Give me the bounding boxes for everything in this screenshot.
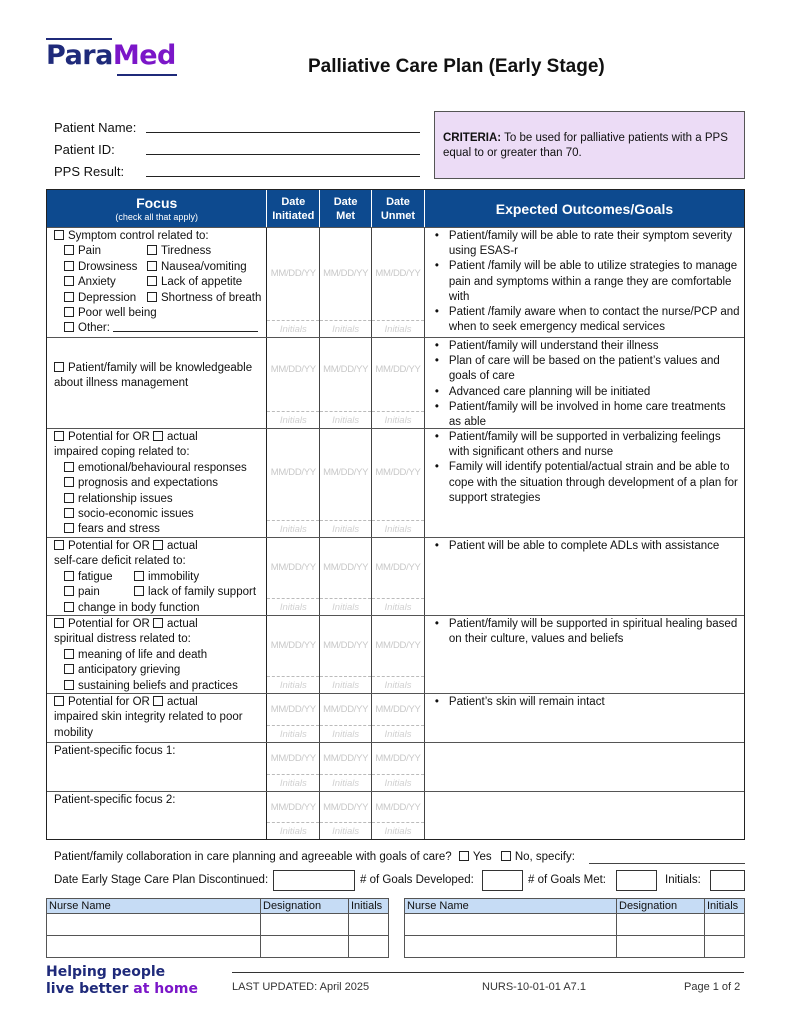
nurse-name-cell[interactable] [405, 936, 617, 958]
date-met-cell[interactable] [320, 694, 372, 742]
nurse-table-right [404, 898, 745, 958]
date-initiated-cell[interactable] [267, 616, 320, 693]
option-label: Tiredness [161, 245, 212, 258]
goal-item: • Patient/family will be able to rate their symptom severity using ESAS-r [433, 229, 740, 259]
specify-input-line[interactable] [589, 863, 745, 864]
date-met-cell[interactable] [320, 743, 372, 791]
table-row [47, 615, 744, 693]
table-row [47, 337, 744, 428]
date-unmet-cell[interactable] [372, 792, 425, 839]
option-label: relationship issues [78, 492, 173, 505]
goal-item: • Patient/family will be supported in spiritual healing based on their culture, values and beliefs [433, 617, 740, 647]
option-label: prognosis and expectations [78, 477, 219, 490]
goal-item: • Patient will be able to complete ADLs with assistance [433, 539, 740, 554]
focus-cell [47, 228, 267, 337]
designation-cell[interactable] [617, 914, 705, 936]
focus-title: Symptom control related to: [68, 230, 209, 242]
table-row [47, 742, 744, 791]
initials-placeholder[interactable]: Initials [372, 676, 424, 693]
checkbox[interactable] [54, 540, 64, 550]
date-placeholder: MM/DD/YY [323, 364, 369, 375]
date-initiated-cell[interactable] [267, 429, 320, 537]
page-number: Page 1 of 2 [684, 981, 741, 993]
initials-placeholder[interactable]: Initials [320, 598, 371, 615]
focus-cell [47, 616, 267, 693]
date-unmet-cell[interactable] [372, 429, 425, 537]
initials-cell[interactable] [349, 914, 389, 936]
goals-developed-input[interactable] [482, 870, 523, 891]
patient-name-input-line[interactable] [146, 132, 420, 133]
focus-potential-label: Potential for OR [68, 696, 150, 708]
document-title: Palliative Care Plan (Early Stage) [308, 56, 605, 77]
criteria-box [434, 111, 745, 179]
designation-header: Designation [261, 899, 349, 914]
initials-placeholder[interactable]: Initials [372, 725, 424, 742]
checkbox[interactable] [134, 571, 144, 581]
option-label: Nausea/vomiting [161, 260, 247, 273]
option-label: Drowsiness [78, 260, 138, 273]
table-row [47, 428, 744, 537]
option-label: lack of family support [148, 586, 257, 599]
date-unmet-cell[interactable] [372, 538, 425, 615]
initials-placeholder[interactable]: Initials [267, 774, 319, 791]
header-text: Date [333, 195, 358, 208]
checkbox[interactable] [153, 540, 163, 550]
focus-actual-label: actual [167, 696, 198, 708]
goal-item: • Advanced care planning will be initiated [433, 385, 740, 400]
date-met-cell[interactable] [320, 792, 372, 839]
goals-cell[interactable] [425, 743, 744, 791]
paramed-logo [46, 38, 180, 78]
option-label: meaning of life and death [78, 648, 208, 661]
checkbox[interactable] [64, 276, 74, 286]
initials-placeholder[interactable]: Initials [267, 520, 319, 537]
brand-slogan [46, 964, 198, 998]
initials-label: Initials: [665, 874, 701, 886]
nurse-table-left [46, 898, 389, 958]
checkbox[interactable] [64, 477, 74, 487]
header-date-initiated [267, 190, 320, 227]
date-placeholder: MM/DD/YY [323, 640, 369, 651]
checkbox[interactable] [64, 523, 74, 533]
option-label: socio-economic issues [78, 508, 194, 521]
table-header [47, 190, 744, 227]
designation-cell[interactable] [617, 936, 705, 958]
goals-developed-label: # of Goals Developed: [360, 874, 474, 886]
nurse-row [405, 936, 745, 958]
patient-id-field[interactable] [54, 140, 420, 162]
date-unmet-cell[interactable] [372, 616, 425, 693]
option-label: Other: [78, 322, 110, 335]
option-label: anticipatory grieving [78, 664, 181, 677]
date-placeholder: MM/DD/YY [375, 467, 421, 478]
no-label: No, specify: [514, 851, 575, 863]
initials-placeholder[interactable]: Initials [267, 725, 319, 742]
date-unmet-cell[interactable] [372, 743, 425, 791]
focus-actual-label: actual [167, 618, 198, 630]
option-label: fears and stress [78, 523, 160, 536]
initials-cell[interactable] [705, 914, 745, 936]
focus-title: Patient-specific focus 1: [54, 745, 176, 757]
initials-placeholder[interactable]: Initials [267, 598, 319, 615]
header-goals [425, 190, 744, 227]
date-initiated-cell[interactable] [267, 228, 320, 337]
option-label: Poor well being [78, 307, 157, 320]
goals-cell[interactable] [425, 792, 744, 839]
initials-cell[interactable] [349, 936, 389, 958]
nurse-row [405, 914, 745, 936]
header-text: Unmet [380, 209, 416, 222]
goals-cell [425, 228, 744, 337]
date-placeholder: MM/DD/YY [323, 562, 369, 573]
slogan-accent: at home [133, 981, 198, 997]
table-row [47, 693, 744, 742]
initials-placeholder[interactable]: Initials [320, 676, 371, 693]
option-label: emotional/behavioural responses [78, 461, 247, 474]
date-placeholder: MM/DD/YY [375, 562, 421, 573]
focus-title: impaired skin integrity related to poor mobility [54, 711, 243, 739]
date-placeholder: MM/DD/YY [323, 268, 369, 279]
goals-met-label: # of Goals Met: [528, 874, 606, 886]
focus-cell[interactable] [47, 743, 267, 791]
checkbox[interactable] [147, 292, 157, 302]
header-focus [47, 190, 267, 227]
focus-cell [47, 694, 267, 742]
date-placeholder: MM/DD/YY [270, 268, 316, 279]
designation-cell[interactable] [261, 914, 349, 936]
table-row [47, 791, 744, 839]
goal-item: • Patient/family will be supported in verbalizing feelings with significant others and nurse [433, 430, 740, 460]
pps-result-label: PPS Result: [54, 164, 125, 179]
checkbox[interactable] [64, 245, 74, 255]
footer-divider [232, 972, 744, 973]
date-placeholder: MM/DD/YY [323, 753, 369, 764]
checkbox[interactable] [153, 618, 163, 628]
header-date-met [320, 190, 372, 227]
checkbox[interactable] [153, 696, 163, 706]
focus-cell [47, 429, 267, 537]
focus-title: impaired coping related to: [54, 446, 190, 459]
nurse-name-cell[interactable] [405, 914, 617, 936]
initials-placeholder[interactable]: Initials [372, 774, 424, 791]
option-label: immobility [148, 570, 200, 583]
initials-placeholder[interactable]: Initials [372, 520, 424, 537]
initials-placeholder[interactable]: Initials [372, 598, 424, 615]
date-placeholder: MM/DD/YY [375, 268, 421, 279]
checkbox[interactable] [134, 586, 144, 596]
checkbox[interactable] [147, 261, 157, 271]
initials-placeholder[interactable]: Initials [372, 320, 424, 337]
nurse-row [47, 936, 389, 958]
focus-actual-label: actual [167, 540, 198, 552]
goals-cell [425, 694, 744, 742]
focus-title: Patient/family will be knowledgeable about illness management [54, 362, 253, 390]
designation-header: Designation [617, 899, 705, 914]
focus-potential-label: Potential for OR [68, 540, 150, 552]
checkbox[interactable] [64, 261, 74, 271]
date-placeholder: MM/DD/YY [270, 640, 316, 651]
initials-placeholder[interactable]: Initials [267, 411, 319, 428]
goals-cell [425, 538, 744, 615]
header-text: Initiated [272, 209, 315, 222]
checkbox[interactable] [64, 462, 74, 472]
header-focus-subtitle: (check all that apply) [115, 211, 198, 222]
discontinued-date-input[interactable] [273, 870, 355, 891]
nurse-name-header: Nurse Name [47, 899, 261, 914]
option-label: Anxiety [78, 276, 116, 289]
yes-checkbox[interactable] [459, 851, 469, 861]
initials-placeholder[interactable]: Initials [320, 411, 371, 428]
collaboration-row [54, 851, 745, 863]
checkbox[interactable] [54, 431, 64, 441]
date-placeholder: MM/DD/YY [270, 802, 316, 813]
header-focus-title: Focus [136, 194, 178, 211]
designation-cell[interactable] [261, 936, 349, 958]
option-label: Lack of appetite [161, 276, 243, 289]
focus-cell [47, 538, 267, 615]
option-label: change in body function [78, 601, 200, 614]
checkbox[interactable] [64, 322, 74, 332]
initials-placeholder[interactable]: Initials [267, 822, 319, 839]
care-plan-table [46, 189, 745, 840]
checkbox[interactable] [147, 276, 157, 286]
patient-name-label: Patient Name: [54, 120, 137, 135]
goals-cell [425, 429, 744, 537]
date-placeholder: MM/DD/YY [375, 364, 421, 375]
yes-label: Yes [472, 851, 492, 863]
nurse-row [47, 914, 389, 936]
no-checkbox[interactable] [501, 851, 511, 861]
checkbox[interactable] [64, 680, 74, 690]
checkbox[interactable] [64, 649, 74, 659]
date-placeholder: MM/DD/YY [270, 753, 316, 764]
initials-placeholder[interactable]: Initials [267, 320, 319, 337]
initials-placeholder[interactable]: Initials [320, 774, 371, 791]
option-label: fatigue [78, 570, 113, 583]
criteria-text: To be used for palliative patients with a PPS equal to or greater than 70. [443, 132, 728, 159]
initials-placeholder[interactable]: Initials [320, 725, 371, 742]
initials-placeholder[interactable]: Initials [320, 520, 371, 537]
slogan-line-2: live better [46, 981, 134, 997]
header-text: Date [386, 195, 410, 208]
initials-placeholder[interactable]: Initials [320, 822, 371, 839]
goals-cell [425, 616, 744, 693]
header-date-unmet [372, 190, 425, 227]
goal-item: • Patient /family aware when to contact the nurse/PCP and when to seek emergency medical services [433, 305, 740, 335]
focus-potential-label: Potential for OR [68, 431, 150, 443]
focus-title: Patient-specific focus 2: [54, 794, 176, 806]
date-placeholder: MM/DD/YY [323, 802, 369, 813]
date-placeholder: MM/DD/YY [270, 467, 316, 478]
initials-input[interactable] [710, 870, 745, 891]
date-initiated-cell[interactable] [267, 338, 320, 428]
other-input-line[interactable] [113, 321, 258, 332]
date-met-cell[interactable] [320, 429, 372, 537]
logo-para: Para [46, 40, 113, 71]
date-placeholder: MM/DD/YY [323, 704, 369, 715]
date-met-cell[interactable] [320, 538, 372, 615]
checkbox[interactable] [147, 245, 157, 255]
checkbox[interactable] [54, 696, 64, 706]
focus-title: spiritual distress related to: [54, 633, 191, 646]
nurse-name-header: Nurse Name [405, 899, 617, 914]
patient-name-field[interactable] [54, 118, 420, 140]
goals-met-input[interactable] [616, 870, 657, 891]
document-code: NURS-10-01-01 A7.1 [482, 981, 586, 993]
logo-med: Med [112, 40, 176, 71]
date-met-cell[interactable] [320, 338, 372, 428]
focus-cell[interactable] [47, 792, 267, 839]
header-text: Date [281, 195, 306, 208]
initials-placeholder[interactable]: Initials [267, 676, 319, 693]
goal-item: • Patient’s skin will remain intact [433, 695, 740, 710]
patient-fields [54, 118, 420, 184]
date-unmet-cell[interactable] [372, 228, 425, 337]
table-row [47, 227, 744, 337]
checkbox[interactable] [64, 493, 74, 503]
initials-placeholder[interactable]: Initials [372, 822, 424, 839]
checkbox[interactable] [64, 586, 74, 596]
initials-header: Initials [349, 899, 389, 914]
date-initiated-cell[interactable] [267, 538, 320, 615]
initials-placeholder[interactable]: Initials [320, 320, 371, 337]
date-unmet-cell[interactable] [372, 694, 425, 742]
checkbox[interactable] [64, 571, 74, 581]
option-label: Depression [78, 291, 137, 304]
date-initiated-cell[interactable] [267, 743, 320, 791]
date-placeholder: MM/DD/YY [270, 364, 316, 375]
patient-id-label: Patient ID: [54, 142, 115, 157]
focus-potential-label: Potential for OR [68, 618, 150, 630]
option-label: pain [78, 586, 100, 599]
checkbox[interactable] [54, 230, 64, 240]
initials-placeholder[interactable]: Initials [372, 411, 424, 428]
date-placeholder: MM/DD/YY [375, 704, 421, 715]
option-label: Pain [78, 245, 102, 258]
pps-result-input-line[interactable] [146, 176, 420, 177]
checkbox[interactable] [54, 362, 64, 372]
option-label: sustaining beliefs and practices [78, 679, 238, 692]
collaboration-question: Patient/family collaboration in care planning and agreeable with goals of care? [54, 851, 452, 863]
checkbox[interactable] [64, 508, 74, 518]
goal-item: • Family will identify potential/actual strain and be able to cope with the situation through development of a plan for support strategies [433, 460, 740, 506]
criteria-label: CRITERIA: [443, 132, 502, 144]
date-met-cell[interactable] [320, 616, 372, 693]
patient-id-input-line[interactable] [146, 154, 420, 155]
focus-title: self-care deficit related to: [54, 555, 186, 568]
date-placeholder: MM/DD/YY [375, 753, 421, 764]
discontinued-date-label: Date Early Stage Care Plan Discontinued: [54, 874, 269, 886]
goal-item: • Plan of care will be based on the patient’s values and goals of care [433, 354, 740, 384]
checkbox[interactable] [153, 431, 163, 441]
date-unmet-cell[interactable] [372, 338, 425, 428]
date-placeholder: MM/DD/YY [270, 704, 316, 715]
focus-actual-label: actual [167, 431, 198, 443]
initials-cell[interactable] [705, 936, 745, 958]
date-placeholder: MM/DD/YY [323, 467, 369, 478]
last-updated: LAST UPDATED: April 2025 [232, 981, 370, 993]
checkbox[interactable] [64, 602, 74, 612]
date-placeholder: MM/DD/YY [375, 802, 421, 813]
date-initiated-cell[interactable] [267, 694, 320, 742]
nurse-name-cell[interactable] [47, 914, 261, 936]
goals-cell [425, 338, 744, 428]
checkbox[interactable] [64, 307, 74, 317]
discontinued-row [54, 870, 745, 892]
table-row [47, 537, 744, 615]
goal-item: • Patient/family will be involved in home care treatments as able [433, 400, 740, 430]
slogan-line-1: Helping people [46, 964, 166, 980]
pps-result-field[interactable] [54, 162, 420, 184]
initials-header: Initials [705, 899, 745, 914]
goal-item: • Patient /family will be able to utilize strategies to manage pain and symptoms within a range they are comfortable with [433, 259, 740, 305]
focus-cell [47, 338, 267, 428]
header-text: Met [336, 209, 356, 222]
goal-item: • Patient/family will understand their illness [433, 339, 740, 354]
option-label: Shortness of breath [161, 291, 262, 304]
header-goals-title: Expected Outcomes/Goals [495, 200, 674, 217]
logo-bar-bottom [117, 74, 177, 76]
nurse-name-cell[interactable] [47, 936, 261, 958]
date-placeholder: MM/DD/YY [375, 640, 421, 651]
checkbox[interactable] [64, 292, 74, 302]
checkbox[interactable] [64, 664, 74, 674]
date-met-cell[interactable] [320, 228, 372, 337]
checkbox[interactable] [54, 618, 64, 628]
date-initiated-cell[interactable] [267, 792, 320, 839]
date-placeholder: MM/DD/YY [270, 562, 316, 573]
logo-wordmark [46, 40, 176, 72]
